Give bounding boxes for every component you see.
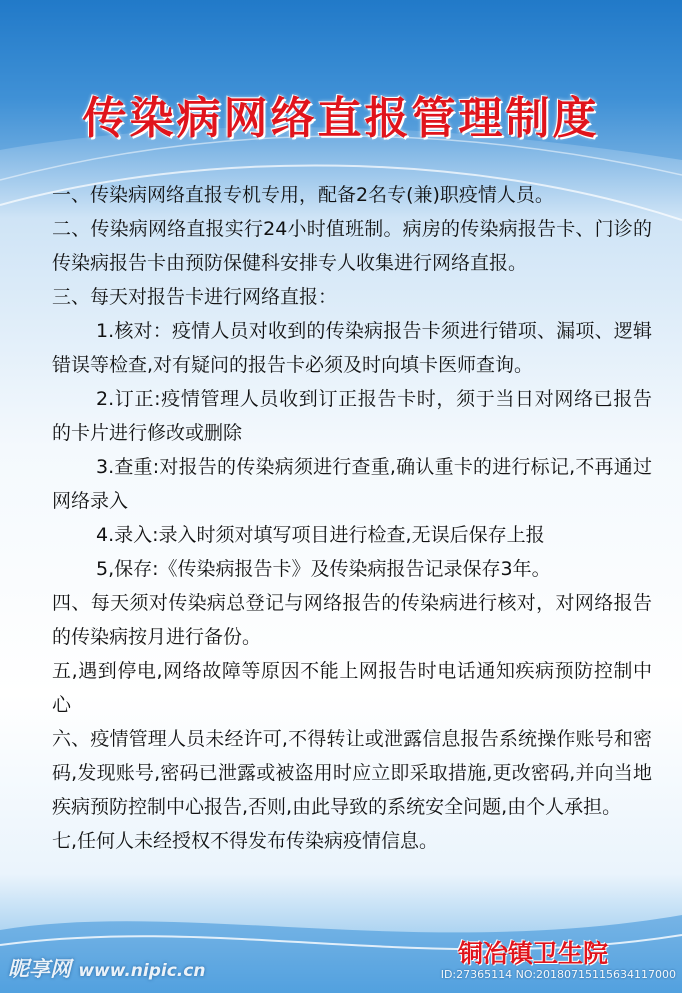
paragraph: 3.查重:对报告的传染病须进行查重,确认重卡的进行标记,不再通过网络录入 (52, 456, 652, 512)
watermark-brand: 昵享网 (8, 957, 71, 981)
paragraph: 六、疫情管理人员未经许可,不得转让或泄露信息报告系统操作账号和密码,发现账号,密码已泄露或被盗用时应立即采取措施,更改密码,并向当地疾病预防控制中心报告,否则,由此导致的系统安全问题,由个人承担。 (52, 728, 652, 818)
page-title: 传染病网络直报管理制度 (82, 93, 600, 144)
watermark (8, 953, 205, 983)
watermark-id: ID:27365114 NO:20180715115634117000 (440, 968, 676, 981)
paragraph: 四、每天须对传染病总登记与网络报告的传染病进行核对，对网络报告的传染病按月进行备份。 (52, 592, 652, 648)
paragraph: 4.录入:录入时须对填写项目进行检查,无误后保存上报 (96, 524, 545, 546)
paragraph: 1.核对：疫情人员对收到的传染病报告卡须进行错项、漏项、逻辑错误等检查,对有疑问的报告卡必须及时向填卡医师查询。 (52, 320, 652, 376)
regulation-body (52, 178, 652, 858)
paragraph: 七,任何人未经授权不得发布传染病疫情信息。 (52, 830, 439, 852)
paragraph: 5,保存:《传染病报告卡》及传染病报告记录保存3年。 (96, 558, 551, 580)
watermark-url: www.nipic.cn (78, 961, 206, 981)
paragraph: 一、传染病网络直报专机专用，配备2名专(兼)职疫情人员。 (52, 184, 554, 206)
paragraph: 五,遇到停电,网络故障等原因不能上网报告时电话通知疾病预防控制中心 (52, 660, 652, 716)
paragraph: 2.订正:疫情管理人员收到订正报告卡时，须于当日对网络已报告的卡片进行修改或删除 (52, 388, 652, 444)
paragraph: 三、每天对报告卡进行网络直报： (52, 286, 338, 308)
paragraph: 二、传染病网络直报实行24小时值班制。病房的传染病报告卡、门诊的传染病报告卡由预防保健科安排专人收集进行网络直报。 (52, 218, 652, 274)
signature: 铜冶镇卫生院 (457, 939, 608, 968)
